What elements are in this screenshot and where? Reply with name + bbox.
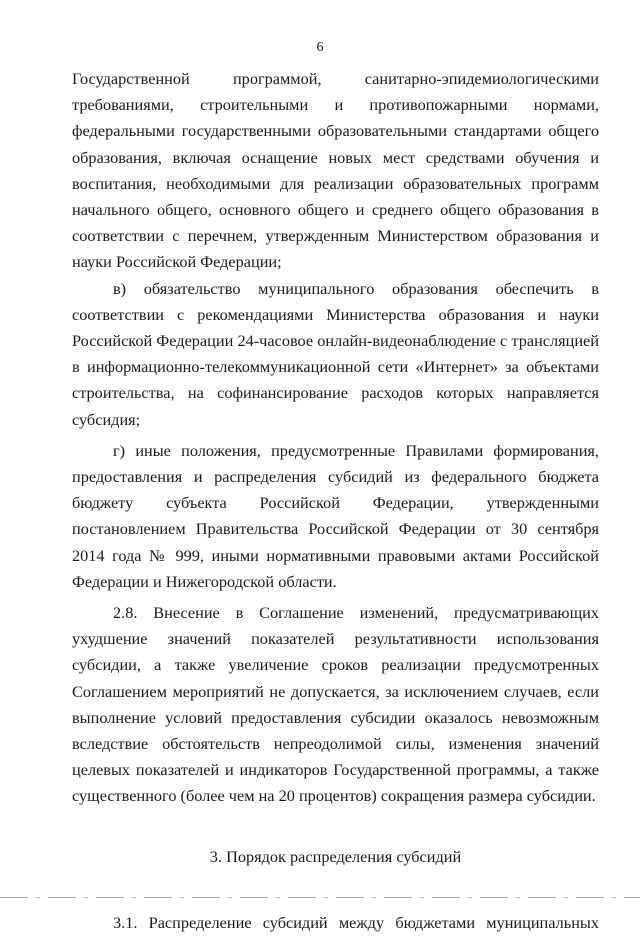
document-body bbox=[72, 66, 599, 936]
paragraph-item-g: г) иные положения, предусмотренные Правилами формирования, предоставления и распределения субсидий из федерального бюджета бюджету субъекта Российской Федерации, утвержденными постановлением Правительства Российской Федерации от 30 сентября 2014 года № 999, иными нормативными правовыми актами Российской Федерации и Нижегородской области. bbox=[72, 440, 599, 591]
paragraph-item-v: в) обязательство муниципального образования обеспечить в соответствии с рекомендациями Министерства образования и науки Российской Федерации 24-часовое онлайн-видеонаблюдение с трансляцией в информационно-телекоммуникационной сети «Интернет» за объектами строительства, на софинансирование расходов которых направляется субсидия; bbox=[72, 278, 599, 429]
paragraph-3-1: 3.1. Распределение субсидий между бюджетами муниципальных bbox=[113, 912, 599, 932]
page-number: 6 bbox=[316, 40, 324, 55]
scan-edge-line bbox=[0, 897, 640, 898]
paragraph-2-8: 2.8. Внесение в Соглашение изменений, предусматривающих ухудшение значений показателей результативности использования субсидии, а также увеличение сроков реализации предусмотренных Соглашением мероприятий не допускается, за исключением случаев, если выполнение условий предоставления субсидии оказалось невозможным вследствие обстоятельств непреодолимой силы, изменения значений целевых показателей и индикаторов Государственной программы, а также существенного (более чем на 20 процентов) сокращения размера субсидии. bbox=[72, 603, 599, 806]
section-heading: 3. Порядок распределения субсидий bbox=[209, 846, 462, 866]
paragraph-continuation: Государственной программой, санитарно-эпидемиологическими требованиями, строительными и противопожарными нормами, федеральными государственными образовательными стандартами общего образования, включая оснащение новых мест средствами обучения и воспитания, необходимыми для реализации образовательных программ начального общего, основного общего и среднего общего образования в соответствии с перечнем, утвержденным Министерством образования и науки Российской Федерации; bbox=[72, 69, 599, 272]
